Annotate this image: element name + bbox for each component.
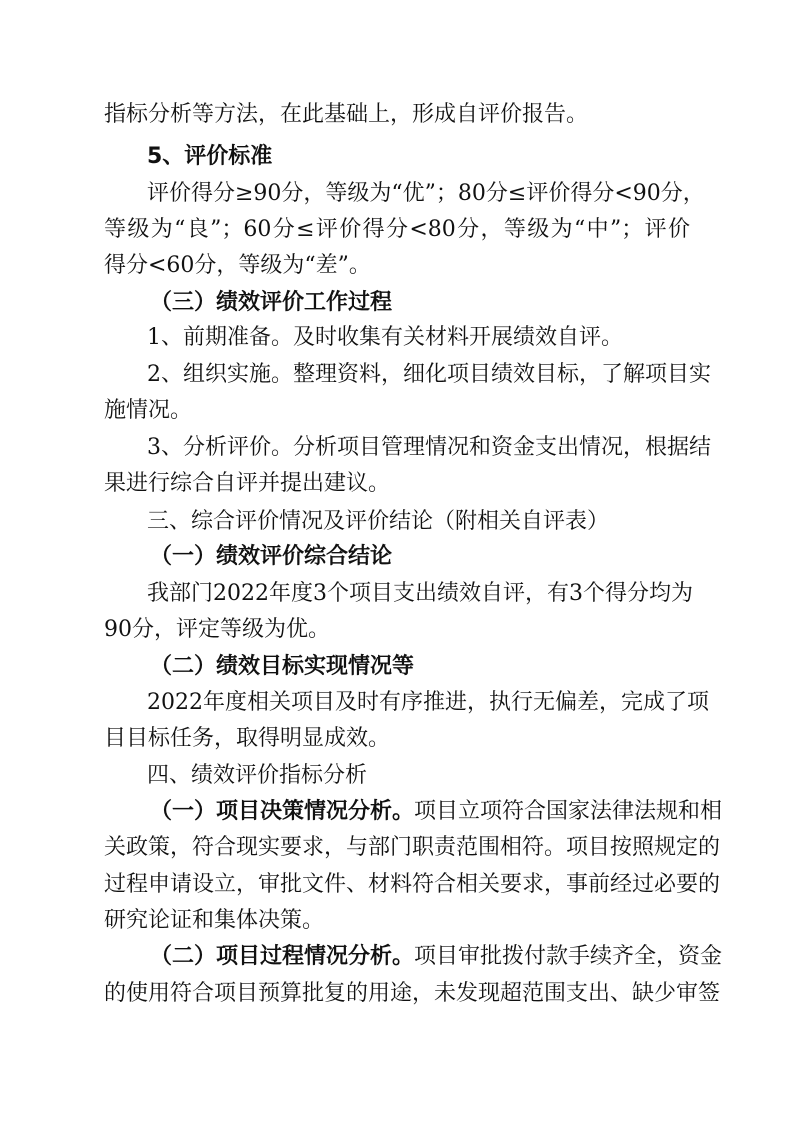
paragraph-line: 施情况。	[104, 398, 193, 423]
section-heading: （三）绩效评价工作过程	[150, 290, 393, 315]
inline-text: 项目立项符合国家法律法规和相	[414, 799, 723, 824]
inline-text: 项目审批拨付款手续齐全，资金	[414, 944, 723, 969]
inline-heading: （二）项目过程情况分析。	[150, 944, 415, 969]
paragraph-line: 3、分析评价。分析项目管理情况和资金支出情况，根据结	[147, 435, 711, 460]
paragraph-line: 等级为“良”；60分≤评价得分<80分，等级为“中”；评价	[104, 217, 690, 242]
paragraph-line: 2022年度相关项目及时有序推进，执行无偏差，完成了项	[147, 690, 709, 715]
paragraph-line: 90分，评定等级为优。	[104, 617, 330, 642]
paragraph-line: 指标分析等方法，在此基础上，形成自评价报告。	[104, 102, 589, 127]
section-heading: 5、评价标准	[147, 144, 273, 169]
section-heading: （一）绩效评价综合结论	[150, 544, 393, 569]
paragraph-line: 得分<60分，等级为“差”。	[104, 253, 371, 278]
chapter-heading: 四、绩效评价指标分析	[147, 763, 368, 788]
paragraph-line: 1、前期准备。及时收集有关材料开展绩效自评。	[147, 325, 623, 350]
inline-heading: （一）项目决策情况分析。	[150, 799, 415, 824]
section-heading: （二）绩效目标实现情况等	[150, 654, 415, 679]
paragraph-line: 的使用符合项目预算批复的用途，未发现超范围支出、缺少审签	[104, 981, 721, 1006]
paragraph-line: 研究论证和集体决策。	[104, 908, 325, 933]
paragraph-line	[150, 940, 723, 974]
paragraph-line: 目目标任务，取得明显成效。	[104, 726, 391, 751]
paragraph-line: 果进行综合自评并提出建议。	[104, 471, 391, 496]
paragraph-line: 关政策，符合现实要求，与部门职责范围相符。项目按照规定的	[104, 835, 721, 860]
paragraph-line: 评价得分≥90分，等级为“优”；80分≤评价得分<90分，	[147, 181, 705, 206]
paragraph-line	[150, 795, 723, 829]
paragraph-line: 过程申请设立，审批文件、材料符合相关要求，事前经过必要的	[104, 872, 721, 897]
chapter-heading: 三、综合评价情况及评价结论（附相关自评表）	[147, 509, 610, 534]
paragraph-line: 我部门2022年度3个项目支出绩效自评，有3个得分均为	[147, 581, 693, 606]
paragraph-line: 2、组织实施。整理资料，细化项目绩效目标，了解项目实	[147, 362, 711, 387]
